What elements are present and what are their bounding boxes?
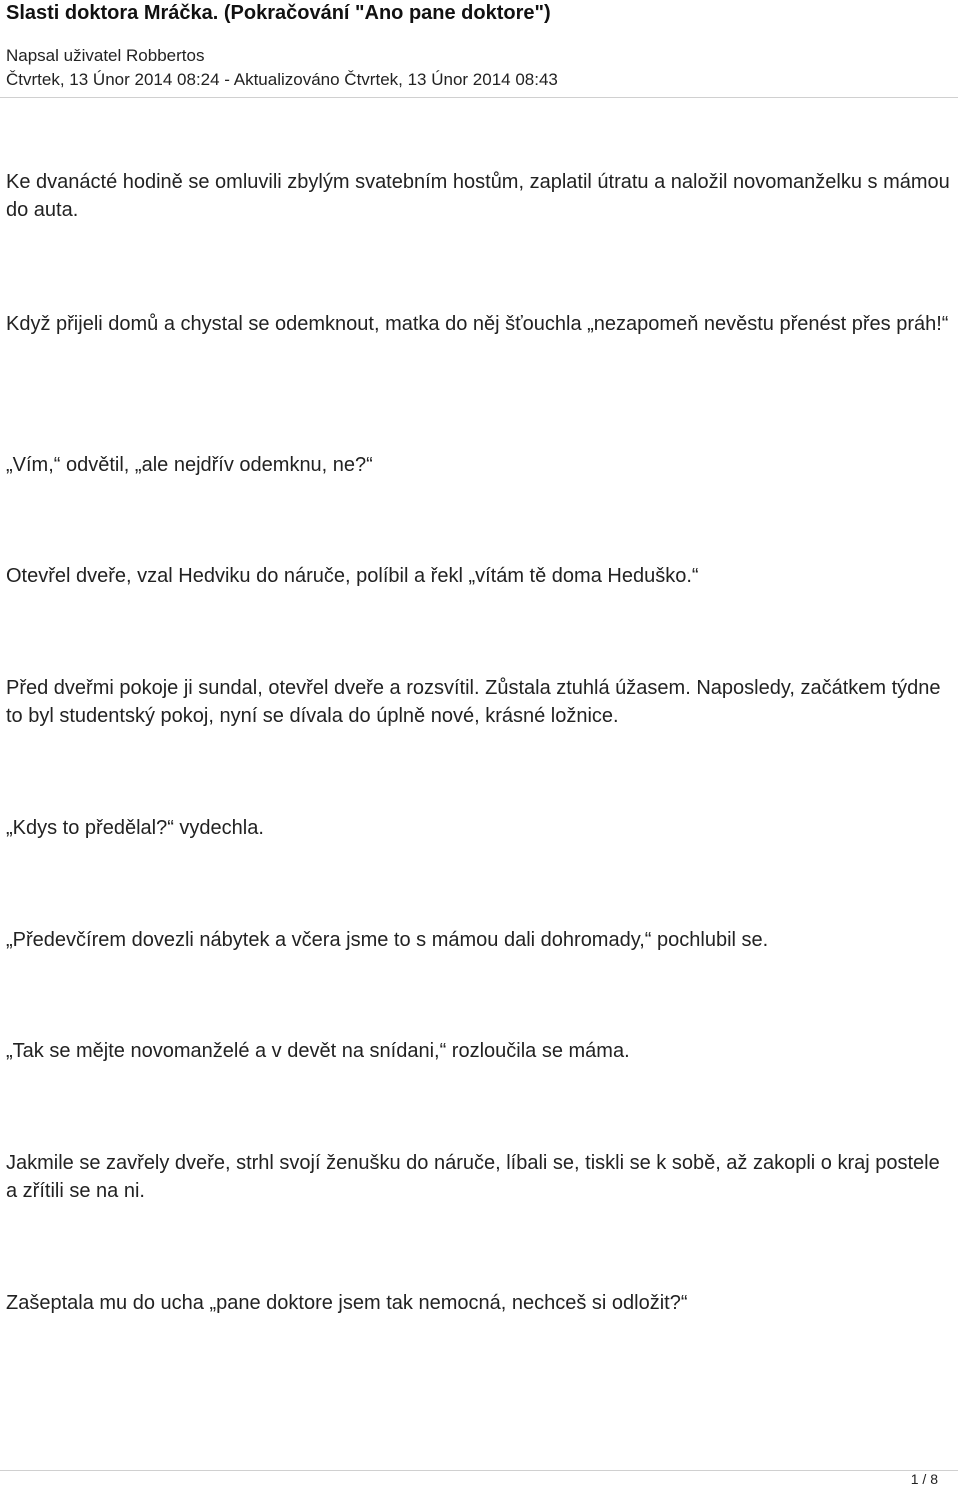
author-line: Napsal uživatel Robbertos [6,46,205,65]
article-title: Slasti doktora Mráčka. (Pokračování "Ano pane doktore") [6,2,551,24]
paragraph: Ke dvanácté hodině se omluvili zbylým svatebním hostům, zaplatil útratu a naložil novomanželku s mámou do auta. [6,171,950,221]
page-number: 1 / 8 [910,1471,938,1487]
paragraph: „Kdys to předělal?“ vydechla. [6,817,264,839]
footer-divider [0,1470,958,1471]
paragraph: Jakmile se zavřely dveře, strhl svojí ženušku do náruče, líbali se, tiskli se k sobě, až zakopli o kraj postele a zřítili se na ni. [6,1152,940,1202]
header-divider [0,97,958,98]
paragraph: Když přijeli domů a chystal se odemknout, matka do něj šťouchla „nezapomeň nevěstu přenést přes práh!“ [6,313,949,335]
paragraph: Otevřel dveře, vzal Hedviku do náruče, políbil a řekl „vítám tě doma Heduško.“ [6,565,699,587]
paragraph: „Předevčírem dovezli nábytek a včera jsme to s mámou dali dohromady,“ pochlubil se. [6,929,769,951]
paragraph: „Tak se mějte novomanželé a v devět na snídani,“ rozloučila se máma. [6,1040,630,1062]
paragraph: „Vím,“ odvětil, „ale nejdřív odemknu, ne?“ [6,454,373,476]
date-line: Čtvrtek, 13 Únor 2014 08:24 - Aktualizováno Čtvrtek, 13 Únor 2014 08:43 [6,70,558,89]
paragraph: Před dveřmi pokoje ji sundal, otevřel dveře a rozsvítil. Zůstala ztuhlá úžasem. Naposledy, začátkem týdne to byl studentský pokoj, nyní se dívala do úplně nové, krásné ložnice. [6,677,941,727]
article-meta [6,44,558,92]
paragraph: Zašeptala mu do ucha „pane doktore jsem tak nemocná, nechceš si odložit?“ [6,1292,688,1314]
